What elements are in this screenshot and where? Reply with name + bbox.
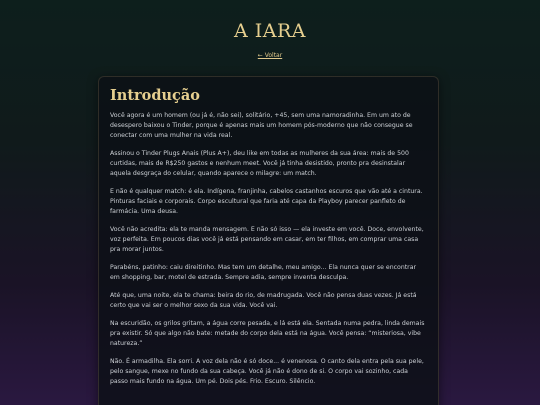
section-heading: Introdução <box>110 87 200 104</box>
paragraph: Até que, uma noite, ela te chama: beira do rio, de madrugada. Você não pensa duas vezes. Já está certo que vai ser o melhor sexo da sua vida. Você vai. <box>110 292 417 309</box>
back-link[interactable]: ← Voltar <box>257 52 283 59</box>
paragraph: Assinou o Tinder Plugs Anais (Plus A+), deu like em todas as mulheres da sua área: mais de 500 curtidas, mais de R$250 gastos e nenhum meet. Você já tinha desistido, pronto pra desinstalar aquela desgraça do celular, quando aparece o milagre: um match. <box>110 150 409 177</box>
site-title: A IARA <box>233 20 306 42</box>
paragraph: E não é qualquer match: é ela. Indígena, franjinha, cabelos castanhos escuros que vão até a cintura. Pinturas faciais e corporais. Corpo escultural que faria até capa da Playboy parecer panfleto de farmácia. Uma deusa. <box>110 188 423 215</box>
page-header <box>0 0 540 61</box>
paragraph: Você não acredita: ela te manda mensagem. E não só isso — ela investe em você. Doce, envolvente, voz perfeita. Em poucos dias você já está pensando em casar, em ter filhos, em comprar uma casa pra morar juntos. <box>110 226 424 253</box>
paragraph: Não. É armadilha. Ela sorri. A voz dela não é só doce... é venenosa. O canto dela entra pela sua pele, pelo sangue, mexe no fundo da sua cabeça. Você já não é dono de si. O corpo vai sozinho, cada passo mais fundo na água. Um pé. Dois pés. Frio. Escuro. Silêncio. <box>110 358 424 385</box>
paragraph: Parabéns, patinho: caiu direitinho. Mas tem um detalhe, meu amigo... Ela nunca quer se encontrar em shopping, bar, motel de estrada. Sempre adia, sempre inventa desculpa. <box>110 264 417 281</box>
paragraph: Você agora é um homem (ou já é, não sei), solitário, +45, sem uma namoradinha. Em um ato de desespero baixou o Tinder, porque é apenas mais um homem pós-moderno que não consegue se conectar com uma mulher na vida real. <box>110 112 413 139</box>
paragraph: Na escuridão, os grilos gritam, a água corre pesada, e lá está ela. Sentada numa pedra, linda demais pra existir. Só que algo não bate: metade do corpo dela está na água. Você pensa: “misteriosa, vibe natureza.” <box>110 320 425 347</box>
article-card <box>98 76 439 405</box>
